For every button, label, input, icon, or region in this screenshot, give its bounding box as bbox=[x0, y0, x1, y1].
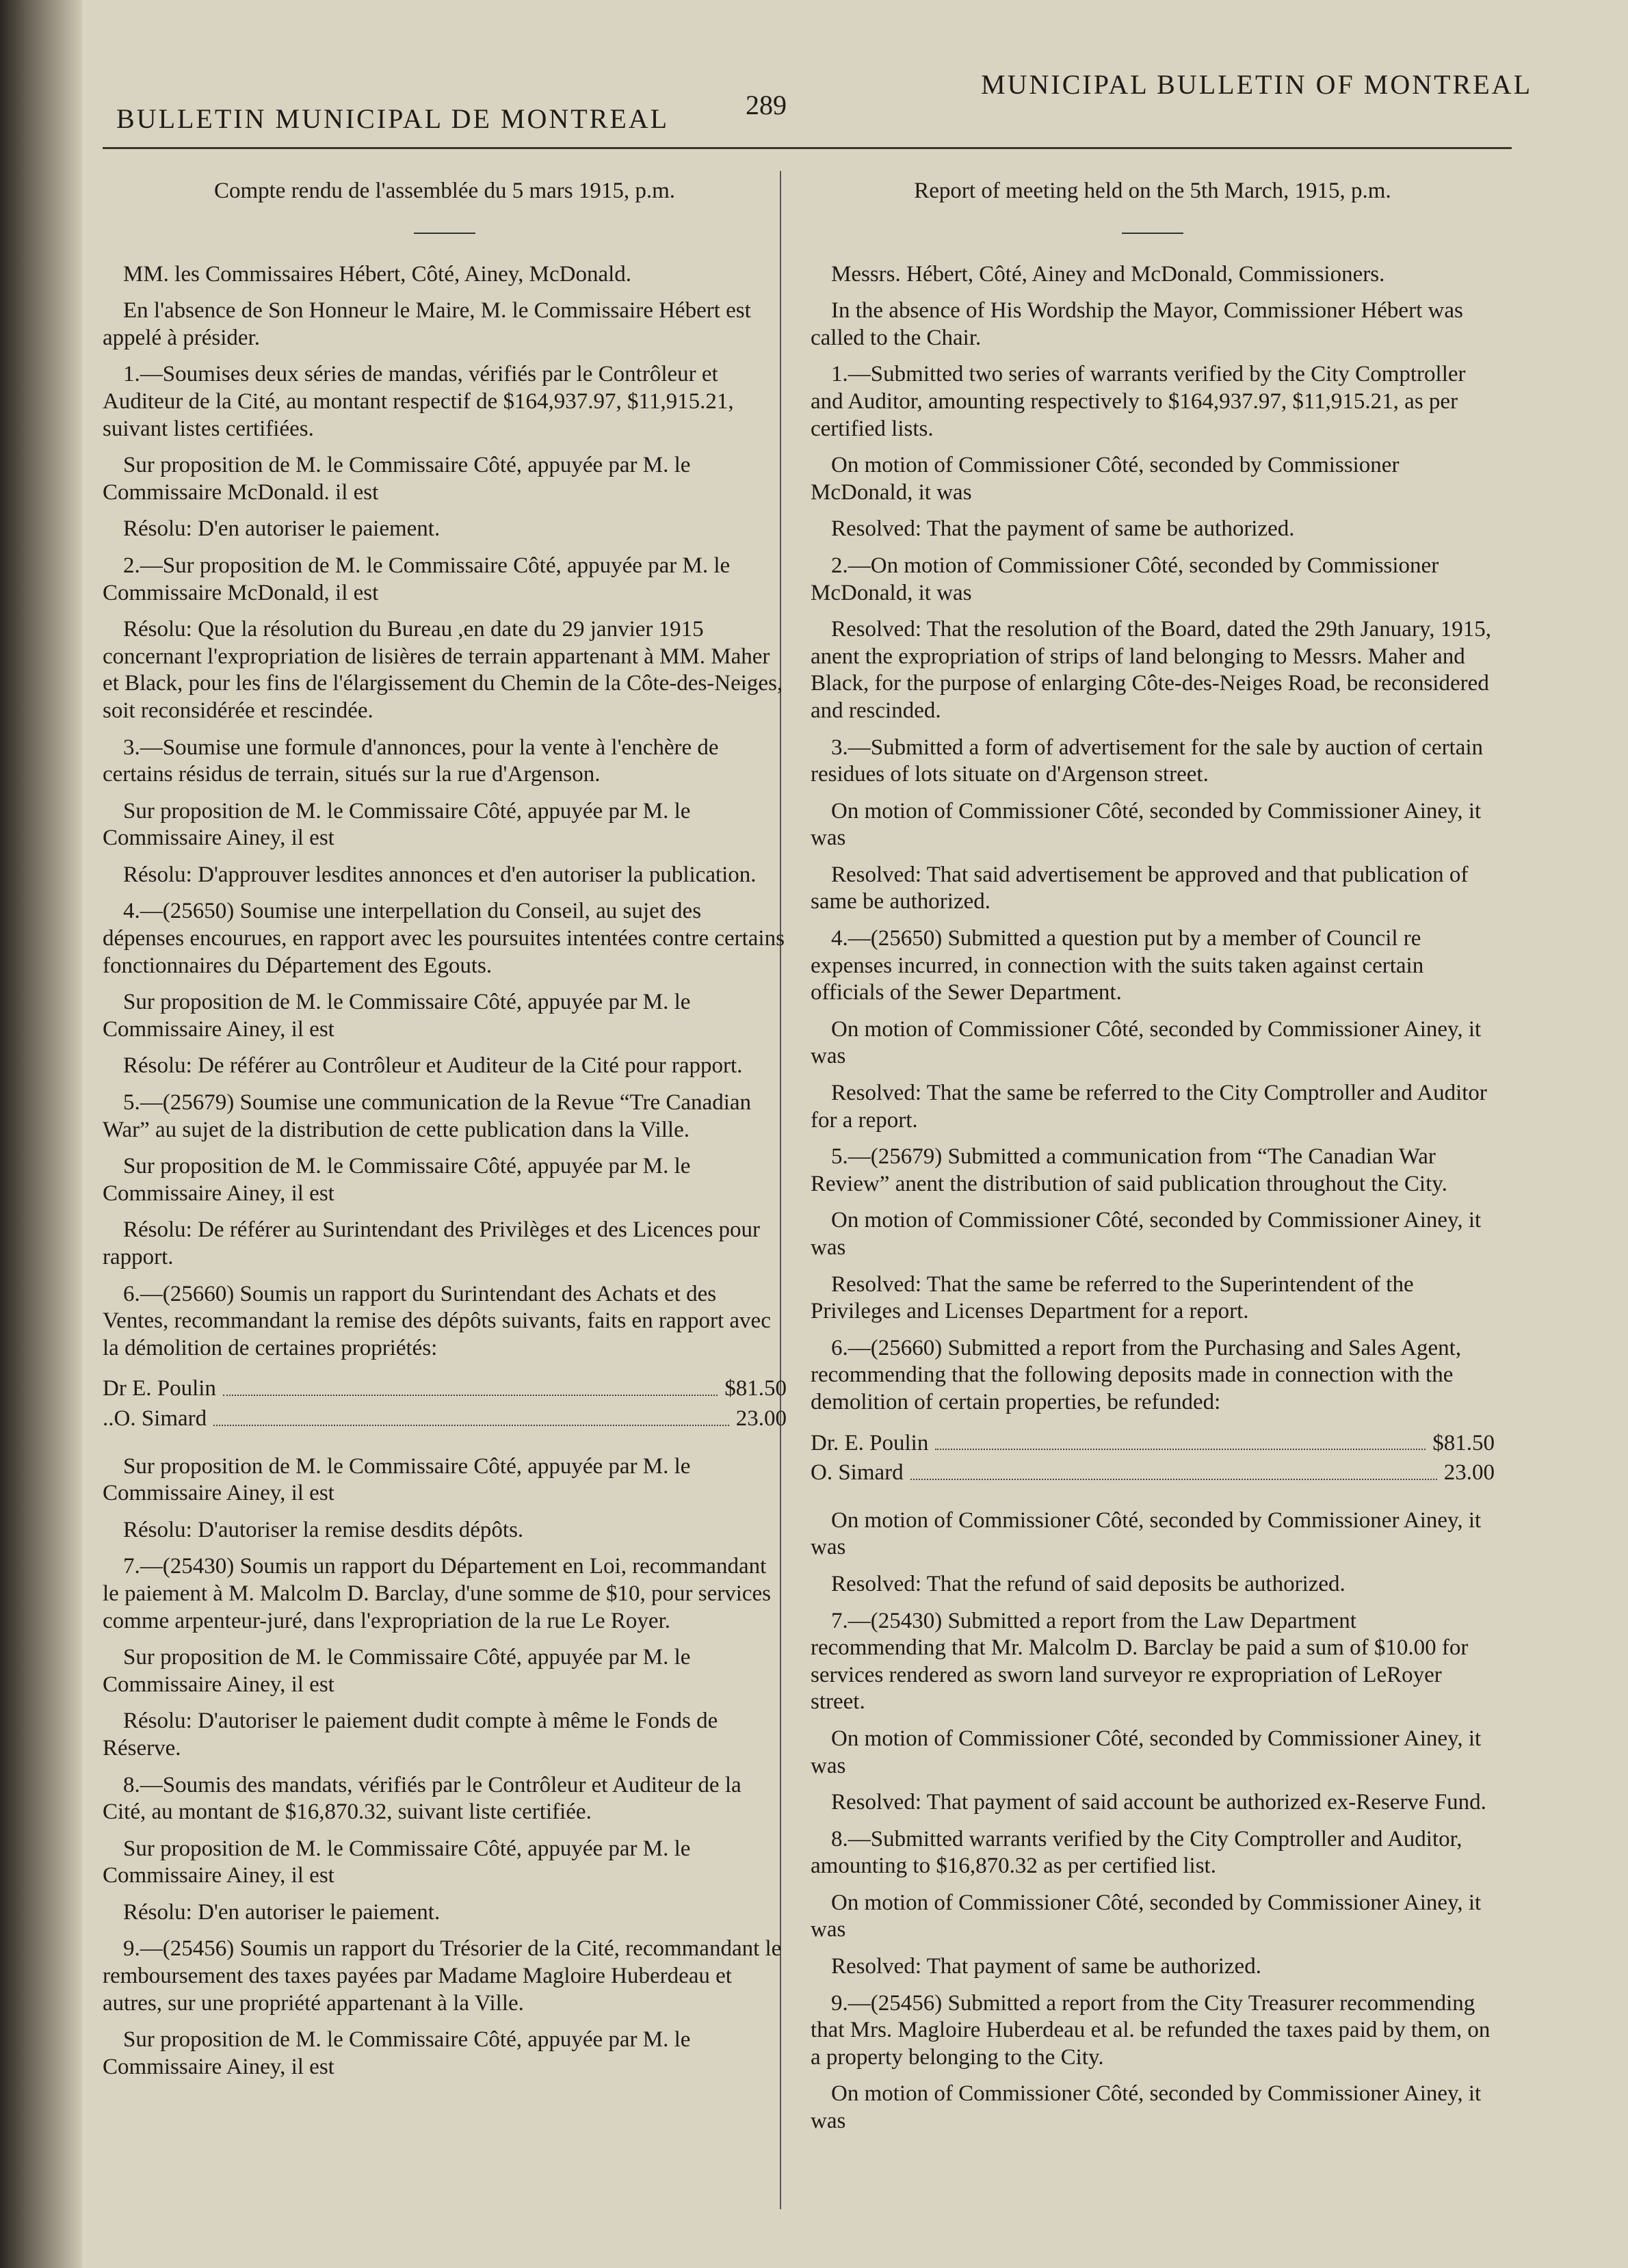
paragraph: 3.—Soumise une formule d'annonces, pour la vente à l'enchère de certains résidus de terrain, situés sur la rue d'Argenson. bbox=[103, 735, 719, 787]
paragraph: Résolu: De référer au Surintendant des Privilèges et des Licences pour rapport. bbox=[103, 1217, 761, 1269]
paragraph: 2.—Sur proposition de M. le Commissaire Côté, appuyée par M. le Commissaire McDonald, il est bbox=[103, 553, 731, 605]
paragraph: Sur proposition de M. le Commissaire Côté, appuyée par M. le Commissaire Ainey, il est bbox=[103, 1453, 691, 1506]
paragraph: 5.—(25679) Submitted a communication from “The Canadian War Review” anent the distribution of said publication throughout the City. bbox=[811, 1144, 1447, 1196]
paragraph: Sur proposition de M. le Commissaire Côté, appuyée par M. le Commissaire Ainey, il est bbox=[103, 2027, 691, 2079]
paragraph: On motion of Commissioner Côté, seconded by Commissioner Ainey, it was bbox=[811, 798, 1482, 851]
refund-name: O. Simard bbox=[811, 1460, 904, 1486]
french-refund-list bbox=[103, 1375, 787, 1432]
paragraph: On motion of Commissioner Côté, seconded by Commissioner Ainey, it was bbox=[811, 2081, 1482, 2134]
paragraph: 8.—Soumis des mandats, vérifiés par le Contrôleur et Auditeur de la Cité, au montant de $16,870.32, suivant liste certifiée. bbox=[103, 1772, 741, 1825]
paragraph: 4.—(25650) Submitted a question put by a member of Council re expenses incurred, in connection with the suits taken against certain officials of the Sewer Department. bbox=[811, 926, 1424, 1005]
page-number: 289 bbox=[746, 90, 787, 120]
english-body bbox=[811, 261, 1495, 1416]
french-body bbox=[103, 261, 787, 1362]
refund-name: Dr. E. Poulin bbox=[811, 1430, 929, 1455]
paragraph: In the absence of His Wordship the Mayor, Commissioner Hébert was called to the Chair. bbox=[811, 298, 1463, 350]
paragraph: Resolved: That the same be referred to the Superintendent of the Privileges and Licenses Department for a report. bbox=[811, 1271, 1414, 1324]
paragraph: On motion of Commissioner Côté, seconded by Commissioner Ainey, it was bbox=[811, 1890, 1482, 1942]
paragraph: Résolu: De référer au Contrôleur et Auditeur de la Cité pour rapport. bbox=[123, 1053, 743, 1079]
leader-dots bbox=[223, 1375, 718, 1396]
refund-amount: 23.00 bbox=[735, 1406, 787, 1431]
paragraph: 9.—(25456) Soumis un rapport du Trésorier de la Cité, recommandant le remboursement des taxes payées par Madame Magloire Huberdeau et autres, sur une propriété appartenant à la Ville. bbox=[103, 1936, 782, 2016]
english-body-continued bbox=[811, 1507, 1495, 2135]
paragraph: On motion of Commissioner Côté, seconded by Commissioner Ainey, it was bbox=[811, 1016, 1482, 1069]
paragraph: Sur proposition de M. le Commissaire Côté, appuyée par M. le Commissaire McDonald. il est bbox=[103, 453, 691, 505]
paragraph: Resolved: That payment of said account be authorized ex-Reserve Fund. bbox=[831, 1790, 1486, 1815]
english-refund-list bbox=[811, 1430, 1495, 1487]
header-right-title: MUNICIPAL BULLETIN OF MONTREAL bbox=[981, 69, 1532, 100]
paragraph: 8.—Submitted warrants verified by the City Comptroller and Auditor, amounting to $16,870.32 as per certified list. bbox=[811, 1826, 1462, 1879]
book-spine-shadow bbox=[0, 0, 82, 2268]
paragraph: Résolu: D'en autoriser le paiement. bbox=[123, 1899, 441, 1925]
paragraph: Messrs. Hébert, Côté, Ainey and McDonald, Commissioners. bbox=[831, 261, 1385, 287]
refund-row bbox=[811, 1460, 1495, 1487]
paragraph: Resolved: That the same be referred to the City Comptroller and Auditor for a report. bbox=[811, 1081, 1487, 1133]
paragraph: 1.—Soumises deux séries de mandas, vérifiés par le Contrôleur et Auditeur de la Cité, au montant respectif de $164,937.97, $11,915.21, suivant listes certifiées. bbox=[103, 362, 734, 441]
refund-name: ..O. Simard bbox=[103, 1406, 207, 1431]
english-column bbox=[811, 178, 1495, 2145]
paragraph: Sur proposition de M. le Commissaire Côté, appuyée par M. le Commissaire Ainey, il est bbox=[103, 990, 691, 1042]
paragraph: 4.—(25650) Soumise une interpellation du Conseil, au sujet des dépenses encourues, en rapport avec les poursuites intentées contre certains fonctionnaires du Département des Egouts. bbox=[103, 899, 785, 978]
refund-row bbox=[103, 1375, 787, 1403]
paragraph: 1.—Submitted two series of warrants verified by the City Comptroller and Auditor, amounting respectively to $164,937.97, $11,915.21, as per certified lists. bbox=[811, 362, 1466, 441]
paragraph: Resolved: That the refund of said deposits be authorized. bbox=[831, 1571, 1345, 1596]
header-left-title: BULLETIN MUNICIPAL DE MONTREAL bbox=[116, 103, 670, 134]
paragraph: On motion of Commissioner Côté, seconded by Commissioner Ainey, it was bbox=[811, 1726, 1482, 1778]
paragraph: Résolu: Que la résolution du Bureau ,en date du 29 janvier 1915 concernant l'expropriation de lisières de terrain appartenant à MM. Maher et Black, pour les fins de l'élargissement du Chemin de la Côte-des-Neiges, soit reconsidérée et rescindée. bbox=[103, 617, 783, 723]
refund-row bbox=[811, 1430, 1495, 1458]
paragraph: Resolved: That the resolution of the Board, dated the 29th January, 1915, anent the expropriation of strips of land belonging to Messrs. Maher and Black, for the purpose of enlarging Côte-des-Neiges Road, be reconsidered and rescinded. bbox=[811, 617, 1492, 723]
paragraph: On motion of Commissioner Côté, seconded by Commissioner Ainey, it was bbox=[811, 1208, 1482, 1260]
paragraph: Sur proposition de M. le Commissaire Côté, appuyée par M. le Commissaire Ainey, il est bbox=[103, 1645, 691, 1697]
paragraph: Resolved: That the payment of same be authorized. bbox=[831, 516, 1295, 542]
paragraph: 6.—(25660) Soumis un rapport du Surintendant des Achats et des Ventes, recommandant la remise des dépôts suivants, faits en rapport avec la démolition de certaines propriétés: bbox=[103, 1281, 771, 1360]
paragraph: Sur proposition de M. le Commissaire Côté, appuyée par M. le Commissaire Ainey, il est bbox=[103, 798, 691, 851]
paragraph: Sur proposition de M. le Commissaire Côté, appuyée par M. le Commissaire Ainey, il est bbox=[103, 1836, 691, 1888]
title-separator bbox=[414, 233, 475, 234]
paragraph: 6.—(25660) Submitted a report from the Purchasing and Sales Agent, recommending that the following deposits made in connection with the demolition of certain properties, be refunded: bbox=[811, 1335, 1462, 1414]
french-title: Compte rendu de l'assemblée du 5 mars 1915, p.m. bbox=[213, 179, 676, 203]
page-header bbox=[109, 62, 1546, 144]
paragraph: Résolu: D'autoriser le paiement dudit compte à même le Fonds de Réserve. bbox=[103, 1709, 718, 1761]
paragraph: 5.—(25679) Soumise une communication de la Revue “Tre Canadian War” au sujet de la distribution de cette publication dans la Ville. bbox=[103, 1090, 752, 1142]
refund-amount: 23.00 bbox=[1443, 1460, 1495, 1486]
paragraph: Résolu: D'en autoriser le paiement. bbox=[123, 516, 441, 542]
title-separator bbox=[1122, 233, 1183, 234]
paragraph: On motion of Commissioner Côté, seconded by Commissioner Ainey, it was bbox=[811, 1507, 1482, 1560]
paragraph: En l'absence de Son Honneur le Maire, M. le Commissaire Hébert est appelé à présider. bbox=[103, 298, 751, 350]
paragraph: Résolu: D'approuver lesdites annonces et d'en autoriser la publication. bbox=[123, 862, 757, 887]
paragraph: Resolved: That payment of same be authorized. bbox=[831, 1954, 1261, 1979]
refund-amount: $81.50 bbox=[724, 1376, 787, 1401]
french-column bbox=[103, 178, 787, 2090]
paragraph: Resolved: That said advertisement be approved and that publication of same be authorized. bbox=[811, 862, 1469, 914]
paragraph: 3.—Submitted a form of advertisement for the sale by auction of certain residues of lots situate on d'Argenson street. bbox=[811, 735, 1484, 787]
paragraph: MM. les Commissaires Hébert, Côté, Ainey, McDonald. bbox=[123, 261, 632, 287]
paragraph: Résolu: D'autoriser la remise desdits dépôts. bbox=[123, 1517, 524, 1542]
refund-name: Dr E. Poulin bbox=[103, 1376, 216, 1401]
paragraph: 7.—(25430) Soumis un rapport du Département en Loi, recommandant le paiement à M. Malcolm D. Barclay, d'une somme de $10, pour services comme arpenteur-juré, dans l'expropriation de la rue Le Royer. bbox=[103, 1554, 772, 1633]
english-title: Report of meeting held on the 5th March, 1915, p.m. bbox=[914, 179, 1391, 203]
leader-dots bbox=[213, 1406, 729, 1426]
paragraph: 7.—(25430) Submitted a report from the Law Department recommending that Mr. Malcolm D. Barclay be paid a sum of $10.00 for services rendered as sworn land surveyor re expropriation of LeRoyer street. bbox=[811, 1608, 1469, 1715]
paragraph: Sur proposition de M. le Commissaire Côté, appuyée par M. le Commissaire Ainey, il est bbox=[103, 1154, 691, 1206]
refund-amount: $81.50 bbox=[1432, 1430, 1495, 1455]
leader-dots bbox=[910, 1460, 1437, 1480]
leader-dots bbox=[935, 1430, 1426, 1451]
french-body-continued bbox=[103, 1453, 787, 2081]
paragraph: 9.—(25456) Submitted a report from the City Treasurer recommending that Mrs. Magloire Huberdeau et al. be refunded the taxes paid by them, on a property belonging to the City. bbox=[811, 1990, 1491, 2070]
header-rule bbox=[103, 147, 1512, 149]
paragraph: On motion of Commissioner Côté, seconded by Commissioner McDonald, it was bbox=[811, 453, 1400, 505]
paragraph: 2.—On motion of Commissioner Côté, seconded by Commissioner McDonald, it was bbox=[811, 553, 1439, 605]
refund-row bbox=[103, 1406, 787, 1433]
